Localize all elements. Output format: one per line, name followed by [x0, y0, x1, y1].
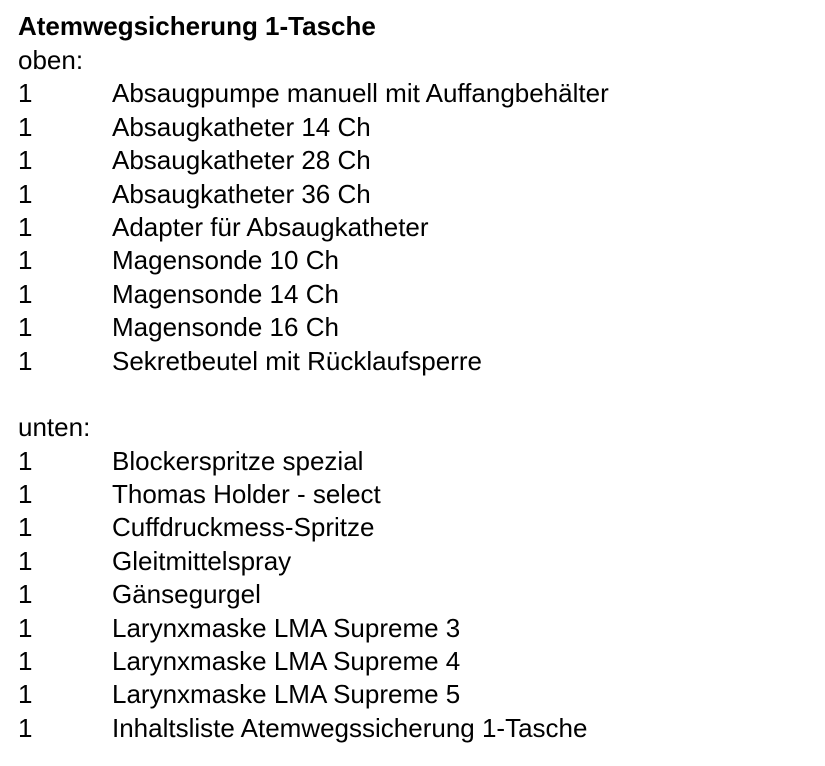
- item-quantity: 1: [18, 111, 33, 142]
- item-name: Absaugkatheter 36 Ch: [112, 178, 371, 209]
- list-item: [18, 612, 808, 645]
- item-quantity: 1: [18, 712, 33, 743]
- item-name: Magensonde 10 Ch: [112, 245, 339, 276]
- item-quantity: 1: [18, 78, 33, 109]
- item-name: Blockerspritze spezial: [112, 445, 364, 476]
- item-list-oben: [18, 77, 808, 378]
- list-item: [18, 345, 808, 378]
- document: [18, 8, 808, 745]
- item-name: Cuffdruckmess-Spritze: [112, 512, 375, 543]
- item-name: Larynxmaske LMA Supreme 5: [112, 679, 461, 710]
- item-quantity: 1: [18, 479, 33, 510]
- item-quantity: 1: [18, 312, 33, 343]
- item-name: Larynxmaske LMA Supreme 3: [112, 612, 461, 643]
- document-title: Atemwegsicherung 1-Tasche: [18, 11, 376, 41]
- list-item: [18, 578, 808, 611]
- item-name: Adapter für Absaugkatheter: [112, 211, 429, 242]
- list-item: [18, 645, 808, 678]
- list-item: [18, 712, 808, 745]
- item-quantity: 1: [18, 245, 33, 276]
- item-quantity: 1: [18, 278, 33, 309]
- list-item: [18, 311, 808, 344]
- list-item: [18, 77, 808, 110]
- item-name: Absaugpumpe manuell mit Auffangbehälter: [112, 78, 609, 109]
- section-label-oben: oben:: [18, 45, 84, 75]
- list-item: [18, 178, 808, 211]
- item-quantity: 1: [18, 445, 33, 476]
- item-quantity: 1: [18, 211, 33, 242]
- list-item: [18, 445, 808, 478]
- list-item: [18, 211, 808, 244]
- list-item: [18, 144, 808, 177]
- item-quantity: 1: [18, 178, 33, 209]
- item-quantity: 1: [18, 145, 33, 176]
- item-quantity: 1: [18, 579, 33, 610]
- item-name: Absaugkatheter 28 Ch: [112, 145, 371, 176]
- item-name: Sekretbeutel mit Rücklaufsperre: [112, 345, 482, 376]
- list-item: [18, 278, 808, 311]
- item-quantity: 1: [18, 679, 33, 710]
- list-item: [18, 511, 808, 544]
- item-name: Magensonde 14 Ch: [112, 278, 339, 309]
- item-name: Magensonde 16 Ch: [112, 312, 339, 343]
- item-quantity: 1: [18, 512, 33, 543]
- item-name: Thomas Holder - select: [112, 479, 381, 510]
- list-item: [18, 545, 808, 578]
- item-name: Larynxmaske LMA Supreme 4: [112, 646, 461, 677]
- item-name: Gänsegurgel: [112, 579, 261, 610]
- list-item: [18, 478, 808, 511]
- list-item: [18, 244, 808, 277]
- item-quantity: 1: [18, 646, 33, 677]
- item-name: Gleitmittelspray: [112, 545, 292, 576]
- list-item: [18, 111, 808, 144]
- item-name: Inhaltsliste Atemwegssicherung 1-Tasche: [112, 712, 588, 743]
- section-label-unten: unten:: [18, 412, 91, 443]
- list-item: [18, 678, 808, 711]
- item-quantity: 1: [18, 612, 33, 643]
- blank-line: [18, 378, 808, 411]
- item-quantity: 1: [18, 345, 33, 376]
- item-list-unten: [18, 445, 808, 746]
- item-quantity: 1: [18, 545, 33, 576]
- item-name: Absaugkatheter 14 Ch: [112, 111, 371, 142]
